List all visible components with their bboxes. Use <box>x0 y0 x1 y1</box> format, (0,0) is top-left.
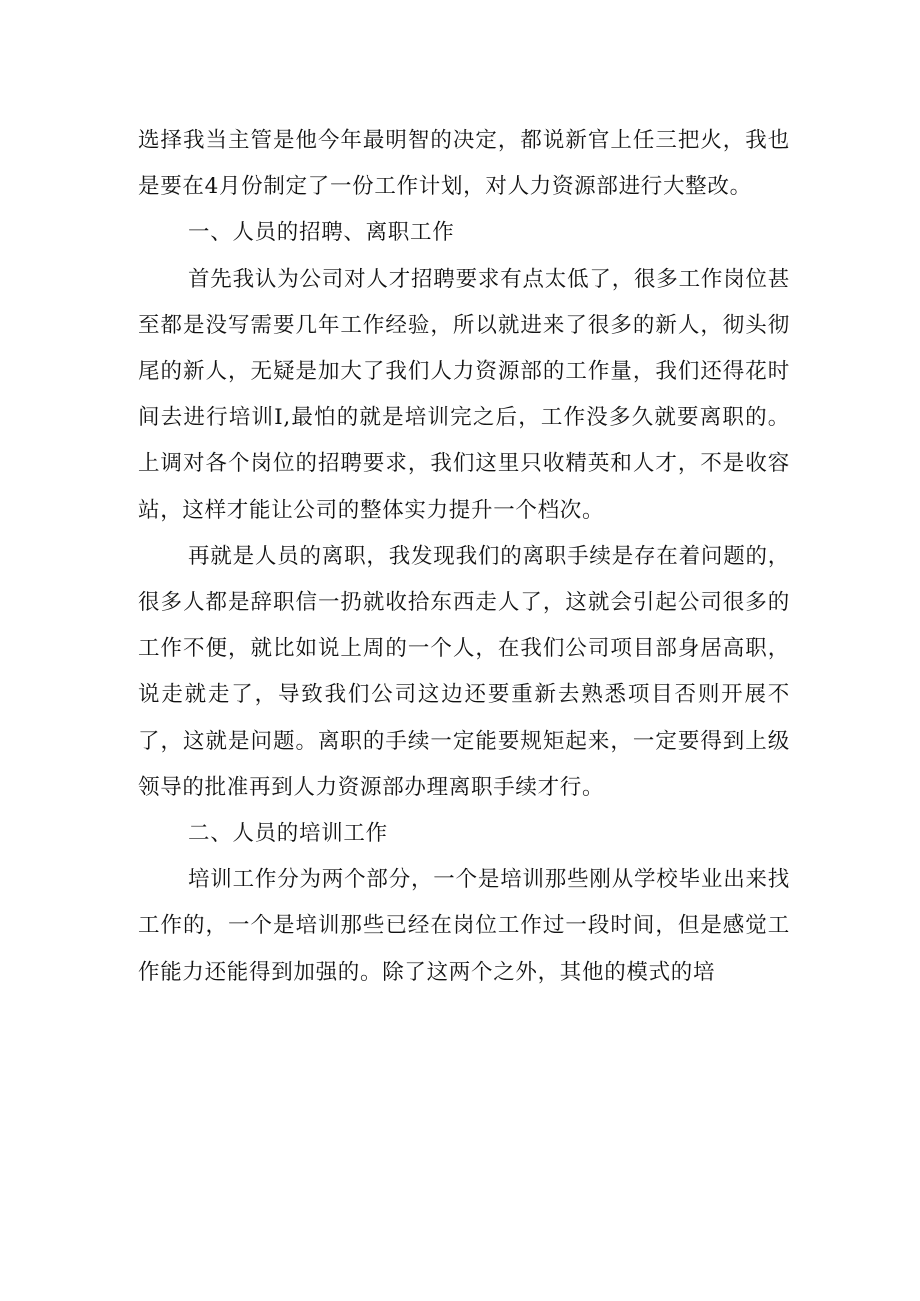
paragraph-continuation: 选择我当主管是他今年最明智的决定，都说新官上任三把火，我也是要在4月份制定了一份工作计划，对人力资源部进行大整改。 <box>138 128 790 200</box>
section-heading-training: 二、人员的培训工作 <box>188 821 388 847</box>
paragraph-training: 培训工作分为两个部分，一个是培训那些刚从学校毕业出来找工作的，一个是培训那些已经在岗位工作过一段时间，但是感觉工作能力还能得到加强的。除了这两个之外，其他的模式的培 <box>138 867 790 985</box>
paragraph-resignation: 再就是人员的离职，我发现我们的离职手续是存在着问题的，很多人都是辞职信一扔就收拾东西走人了，这就会引起公司很多的工作不便，就比如说上周的一个人，在我们公司项目部身居高职，说走就走了，导致我们公司这边还要重新去熟悉项目否则开展不了，这就是问题。离职的手续一定能要规矩起来，一定要得到上级领导的批准再到人力资源部办理离职手续才行。 <box>138 543 790 800</box>
document-body <box>138 118 790 996</box>
section-heading-recruitment: 一、人员的招聘、离职工作 <box>188 220 455 246</box>
paragraph-recruitment: 首先我认为公司对人才招聘要求有点太低了，很多工作岗位甚至都是没写需要几年工作经验，所以就进来了很多的新人，彻头彻尾的新人，无疑是加大了我们人力资源部的工作量，我们还得花时间去进行培训I,最怕的就是培训完之后，工作没多久就要离职的。上调对各个岗位的招聘要求，我们这里只收精英和人才，不是收容站，这样才能让公司的整体实力提升一个档次。 <box>138 266 790 523</box>
